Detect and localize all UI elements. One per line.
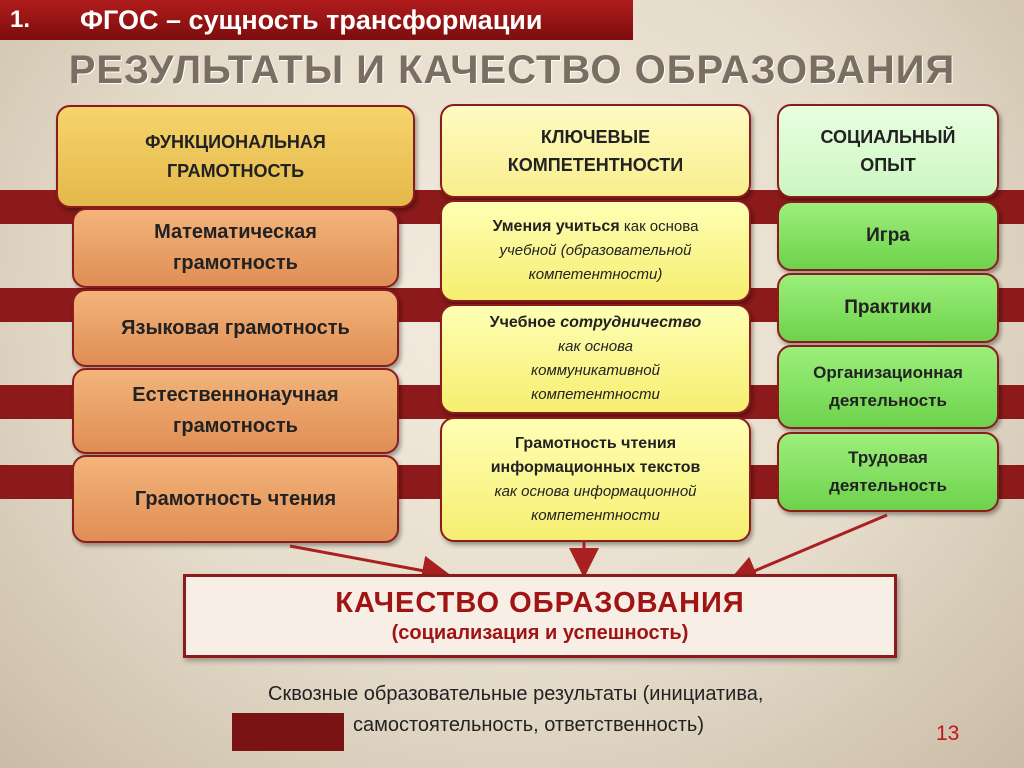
math-literacy-box: Математическая грамотность bbox=[72, 208, 399, 288]
science-literacy-box: Естественнонаучная грамотность bbox=[72, 368, 399, 454]
functional-literacy-header: ФУНКЦИОНАЛЬНАЯ ГРАМОТНОСТЬ bbox=[56, 105, 415, 208]
reading-texts-box: Грамотность чтения информационных текстов как основа информационной компетентности bbox=[440, 417, 751, 542]
quality-subtitle: (социализация и успешность) bbox=[391, 622, 689, 644]
education-quality-box bbox=[183, 574, 897, 658]
footer-line-1: Сквозные образовательные результаты (инициатива, bbox=[268, 683, 764, 705]
key-competences-header: КЛЮЧЕВЫЕ КОМПЕТЕНТНОСТИ bbox=[440, 104, 751, 198]
learning-skills-box: Умения учиться как основа учебной (образовательной компетентности) bbox=[440, 200, 751, 302]
practices-box: Практики bbox=[777, 273, 999, 343]
language-literacy-box: Языковая грамотность bbox=[72, 289, 399, 367]
footer-decor-rect bbox=[232, 713, 344, 751]
page-title: РЕЗУЛЬТАТЫ И КАЧЕСТВО ОБРАЗОВАНИЯ bbox=[68, 48, 956, 92]
labor-activity-box: Трудовая деятельность bbox=[777, 432, 999, 512]
quality-title: КАЧЕСТВО ОБРАЗОВАНИЯ bbox=[335, 587, 745, 619]
left-arrow bbox=[290, 546, 446, 575]
right-arrow bbox=[733, 515, 887, 580]
footer-line-2: самостоятельность, ответственность) bbox=[353, 714, 705, 736]
cooperation-box: Учебное сотрудничество как основа коммуникативной компетентности bbox=[440, 304, 751, 414]
organizational-activity-box: Организационная деятельность bbox=[777, 345, 999, 429]
section-number: 1. bbox=[10, 6, 31, 33]
reading-literacy-box: Грамотность чтения bbox=[72, 455, 399, 543]
page-number: 13 bbox=[936, 722, 960, 745]
social-experience-header: СОЦИАЛЬНЫЙ ОПЫТ bbox=[777, 104, 999, 198]
section-title: ФГОС – сущность трансформации bbox=[80, 4, 543, 35]
game-box: Игра bbox=[777, 201, 999, 271]
